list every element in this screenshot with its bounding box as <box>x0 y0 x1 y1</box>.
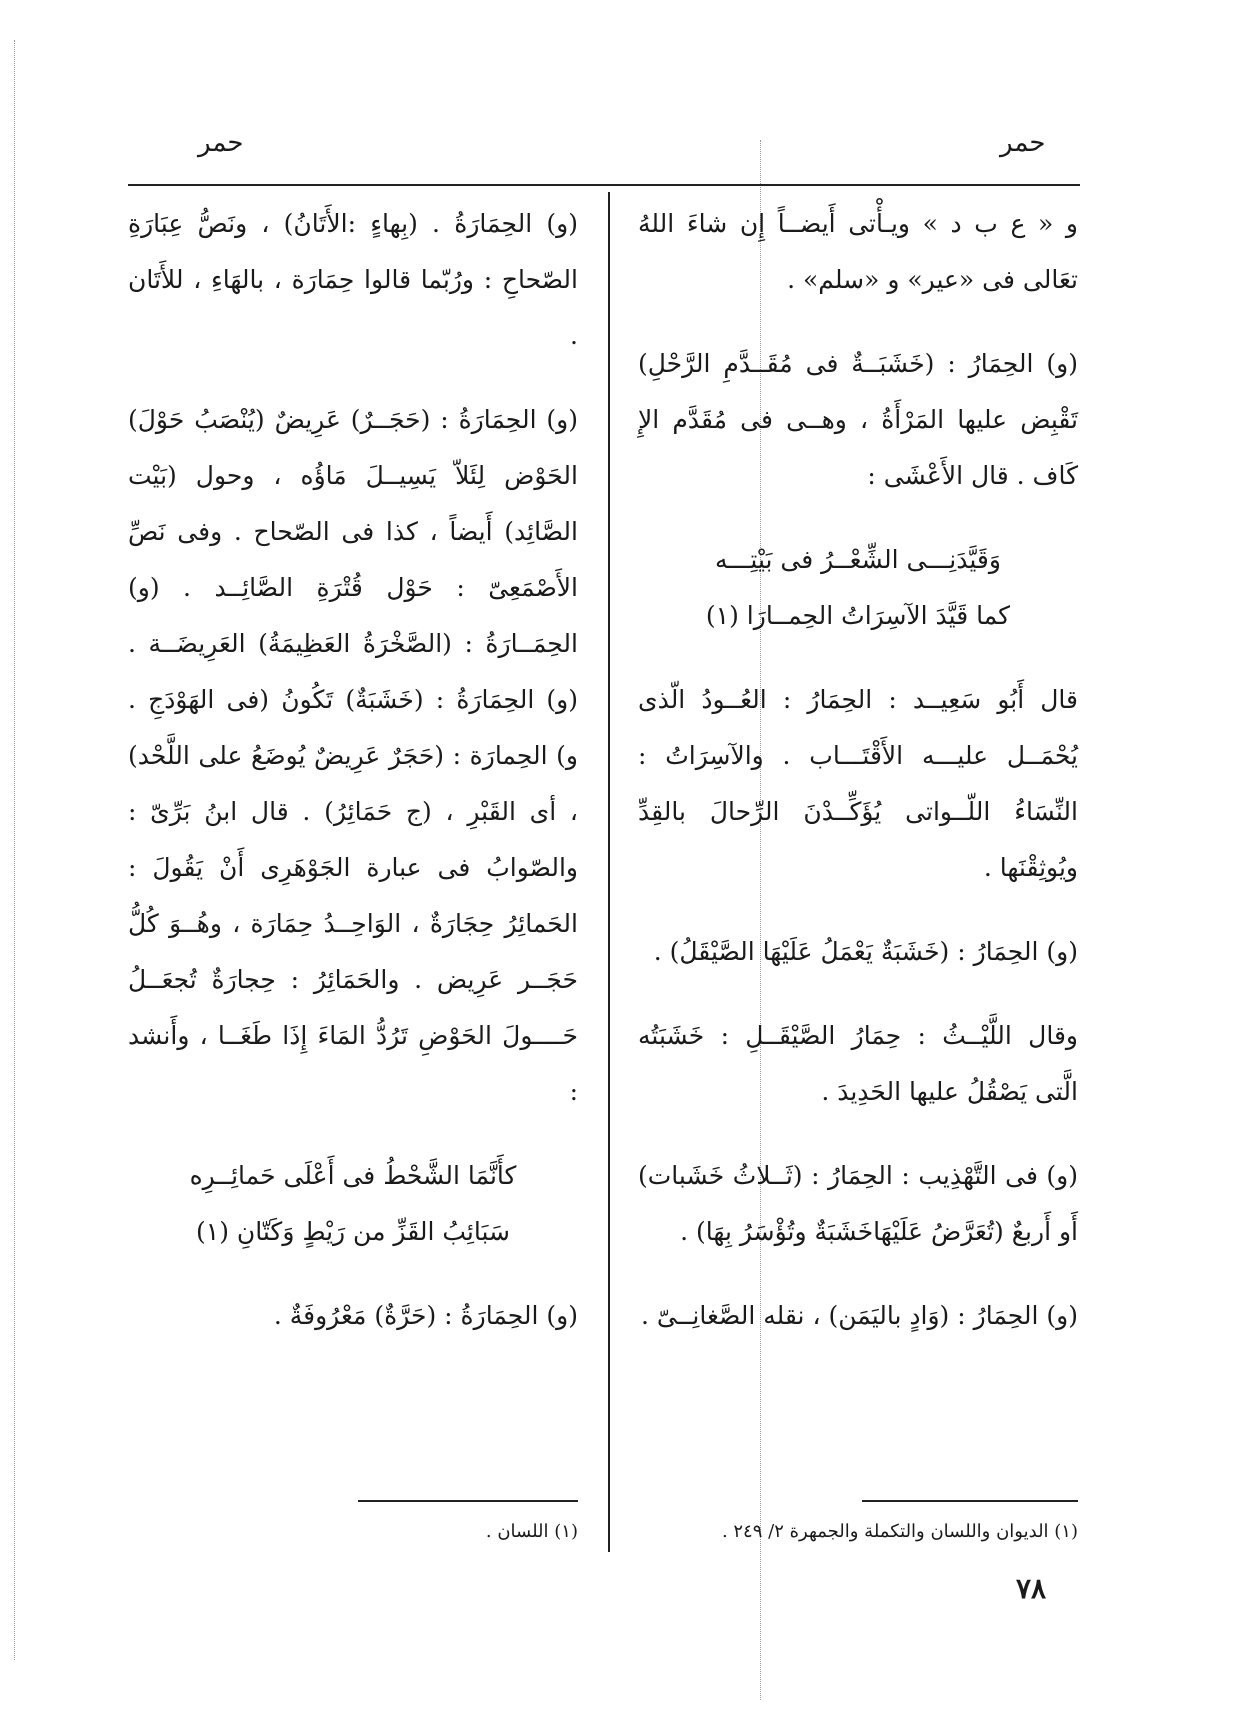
left-paragraph: (و) الحِمَارَةُ . (بِهاءٍ :الأَتَانُ) ، ونَصُّ عِبَارَةِ الصّحاحِ : ورُبّما قالوا حِمَارَة ، بالهَاءِ ، للأَتَان . <box>128 209 578 350</box>
left-footnote-rule <box>358 1500 578 1502</box>
left-footnote: (١) اللسان . <box>485 1521 578 1542</box>
right-paragraph: (و) الحِمَارُ : (خَشَبَةٌ يَعْمَلُ عَلَيْهَا الصَّيْقَلُ) . <box>653 937 1078 966</box>
left-paragraph: (و) الحِمَارَةُ : (حَرَّةٌ) مَعْرُوفَةٌ . <box>273 1301 578 1330</box>
left-running-headword: حمر <box>198 128 244 158</box>
right-paragraph: و « ع ب د » ويـأْتى أَيضــاً إِن شاءَ اللهُ تعَالى فى «عير» و «سلم» . <box>638 209 1078 294</box>
right-column <box>638 196 1078 1372</box>
right-paragraph: (و) الحِمَارُ : (خَشَبَــةٌ فى مُقَــدَّمِ الرَّحْلِ) تَقْبِض عليها المَرْأَةُ ، وهــى فى مُقَدَّم الإِ كَاف . قال الأَعْشَى : <box>638 349 1078 490</box>
verse-hemistich: وَقَيَّدَنِـــى الشِّعْــرُ فى بَيْتِـــه <box>715 545 1001 574</box>
right-paragraph: (و) الحِمَارُ : (وَادٍ باليَمَن) ، نقله الصَّغانِــىّ . <box>641 1301 1078 1330</box>
right-verse <box>638 532 1078 644</box>
right-paragraph: قال أَبُو سَعِيــد : الحِمَارُ : العُــودُ الّذى يُحْمَــل عليـــه الأَقْتَـــاب . والآسِرَاتُ : النِّسَاءُ اللّــواتى يُؤَكِّــدْنَ الرِّحالَ بالقِدِّ ويُوثِقْنَها . <box>638 685 1078 882</box>
page-number: ٧٨ <box>1015 1572 1047 1605</box>
right-footnote: (١) الديوان واللسان والتكملة والجمهرة ٢/ ٢٤٩ . <box>721 1521 1078 1542</box>
verse-hemistich: سَبَائِبُ القَزِّ من رَيْطٍ وَكَتّانِ (١) <box>196 1217 510 1246</box>
scan-edge-mark <box>14 40 15 1660</box>
verse-hemistich: كما قَيَّدَ الآسِرَاتُ الحِمــارَا (١) <box>705 601 1011 630</box>
verse-hemistich: كأَنَّمَا الشَّحْطُ فى أَعْلَى حَمائِــرِه <box>189 1161 517 1190</box>
right-paragraph: (و) فى التَّهْذِيب : الحِمَارُ : (ثَــلاثُ خَشَبات) أَو أَربعٌ (تُعَرَّضُ عَلَيْهَاخَشَبَةٌ وتُؤْسَرُ بِهَا) . <box>638 1161 1078 1246</box>
left-column <box>128 196 578 1372</box>
column-divider <box>608 192 610 1552</box>
left-verse <box>128 1148 578 1260</box>
right-paragraph: وقال اللَّيْــثُ : حِمَارُ الصَّيْقَــلِ : خَشَبَتُه الَّتى يَصْقُلُ عليها الحَدِيدَ . <box>638 1021 1078 1106</box>
left-paragraph: (و) الحِمَارَةُ : (حَجَــرٌ) عَرِيضٌ (يُنْصَبُ حَوْلَ) الحَوْض لِئَلاّ يَسِيــلَ مَاؤُه ، وحول (بَيْت الصَّائِد) أَيضاً ، كذا فى الصّحاح . وفى نَصِّ الأَصْمَعِىّ : حَوْل قُتْرَةِ الصَّائِــد . (و) الحِمَــارَةُ : (الصَّخْرَةُ العَظِيمَةُ) العَرِيضَــة . (و) الحِمَارَةُ : (خَشَبَةٌ) تَكُونُ (فى الهَوْدَجِ . و) الحِمارَة : (حَجَرٌ عَرِيضٌ يُوضَعُ على اللَّحْد) ، أى القَبْرِ ، (ج حَمَائِرُ) . قال ابنُ بَرِّىّ : والصّوابُ فى عبارة الجَوْهَرِى أَنْ يَقُولَ : الحَمائِرُ حِجَارَةٌ ، الوَاحِــدُ حِمَارَة ، وهُــوَ كُلُّ حَجَــر عَرِيض . والحَمَائِرُ : حِجارَةٌ تُجعَــلُ حَــــولَ الحَوْضِ تَرُدُّ المَاءَ إِذَا طَغَــا ، وأَنشد : <box>128 405 578 1106</box>
right-footnote-rule <box>862 1500 1078 1502</box>
header-rule <box>128 184 1080 186</box>
right-running-headword: حمر <box>1000 128 1046 158</box>
